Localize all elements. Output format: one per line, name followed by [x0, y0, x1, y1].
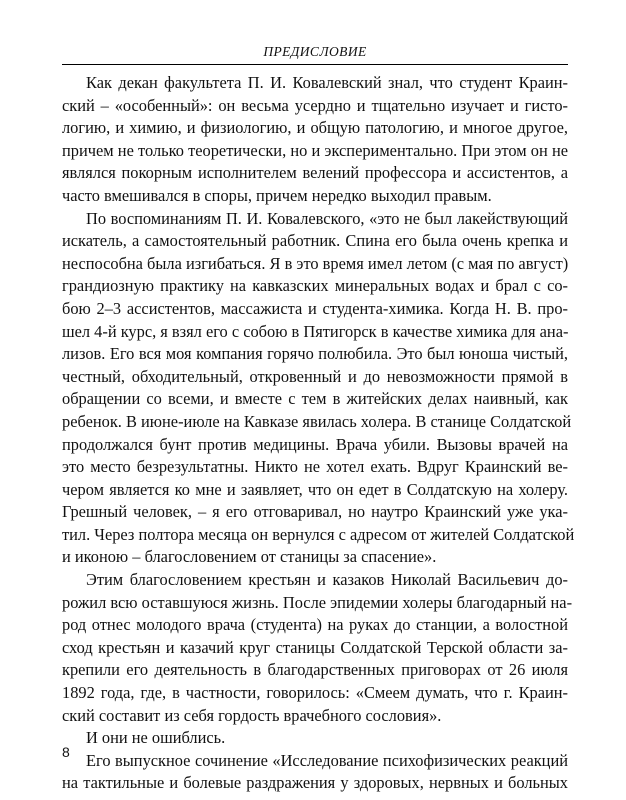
text-line: Грешный человек, – я его отговаривал, но наутро Краинский уже ука-: [62, 502, 568, 522]
paragraph: [62, 727, 568, 750]
paragraph: [62, 208, 575, 570]
text-line: шел 4-й курс, я взял его с собою в Пятигорск в качестве химика для ана-: [62, 321, 569, 341]
text-line: являлся покорным исполнителем велений профессора и ассистентов, а: [62, 163, 568, 183]
running-header: ПРЕДИСЛОВИЕ: [263, 44, 367, 59]
text-line: неспособна была изгибаться. Я в это время имел летом (с мая по август): [62, 253, 569, 273]
text-line: чером является ко мне и заявляет, что он едет в Солдатскую на холеру.: [62, 479, 568, 499]
text-line: род отнес молодого врача (студента) на руках до станции, а волостной: [62, 615, 568, 635]
page-number: 8: [62, 744, 70, 760]
text-line: на тактильные и болевые раздражения у здоровых, нервных и больных: [62, 773, 568, 793]
text-line: часто вмешивался в споры, причем нередко выходил правым.: [62, 185, 492, 205]
text-line: По воспоминаниям П. И. Ковалевского, «это не был лакействующий: [86, 208, 568, 228]
text-line: бою 2–3 ассистентов, массажиста и студента-химика. Когда Н. В. про-: [62, 298, 568, 318]
text-line: это место безрезультатны. Никто не хотел ехать. Вдруг Краинский ве-: [62, 457, 568, 477]
text-line: 1892 года, где, в частности, говорилось: «Смеем думать, что г. Краин-: [62, 683, 568, 703]
text-line: Как декан факультета П. И. Ковалевский знал, что студент Краин-: [86, 73, 568, 92]
paragraph: [62, 72, 568, 208]
text-line: честный, обходительный, откровенный и до невозможности прямой в: [62, 366, 568, 386]
paragraph: [62, 750, 568, 795]
header-rule: [62, 64, 568, 65]
text-line: грандиозную практику на кавказских минеральных водах и брал с со-: [62, 276, 568, 296]
text-line: Его выпускное сочинение «Исследование психофизических реакций: [86, 750, 568, 770]
text-line: сход крестьян и казачий круг станицы Солдатской Терской области за-: [62, 637, 568, 657]
text-line: тил. Через полтора месяца он вернулся с адресом от жителей Солдатской: [62, 524, 575, 544]
text-line: ребенок. В июне-июле на Кавказе явилась холера. В станице Солдатской: [62, 411, 572, 431]
text-line: обращении со всеми, и вместе с тем в житейских делах наивный, как: [62, 389, 568, 409]
text-line: искатель, а самостоятельный работник. Спина его была очень крепка и: [62, 231, 568, 251]
text-line: ский – «особенный»: он весьма усердно и тщательно изучает и гисто-: [62, 95, 568, 115]
text-line: лизов. Его вся моя компания горячо полюбила. Это был юноша чистый,: [62, 344, 568, 364]
text-line: и иконою – благословением от станицы за спасение».: [62, 547, 437, 567]
text-line: логию, и химию, и физиологию, и общую патологию, и многое другое,: [62, 118, 568, 138]
text-line: причем не только теоретически, но и экспериментально. При этом он не: [62, 140, 568, 160]
text-line: продолжался бунт против медицины. Врача убили. Вызовы врачей на: [62, 434, 568, 454]
text-line: рожил всю оставшуюся жизнь. После эпидемии холеры благодарный на-: [62, 592, 573, 612]
paragraph: [62, 569, 573, 727]
text-line: ский составит из себя гордость врачебного сословия».: [62, 705, 442, 725]
text-line: Этим благословением крестьян и казаков Николай Васильевич до-: [86, 570, 568, 590]
body-text: [62, 72, 575, 795]
text-line: И они не ошиблись.: [86, 728, 226, 748]
text-line: крепили его деятельность в благодарственных приговорах от 26 июля: [62, 660, 568, 680]
